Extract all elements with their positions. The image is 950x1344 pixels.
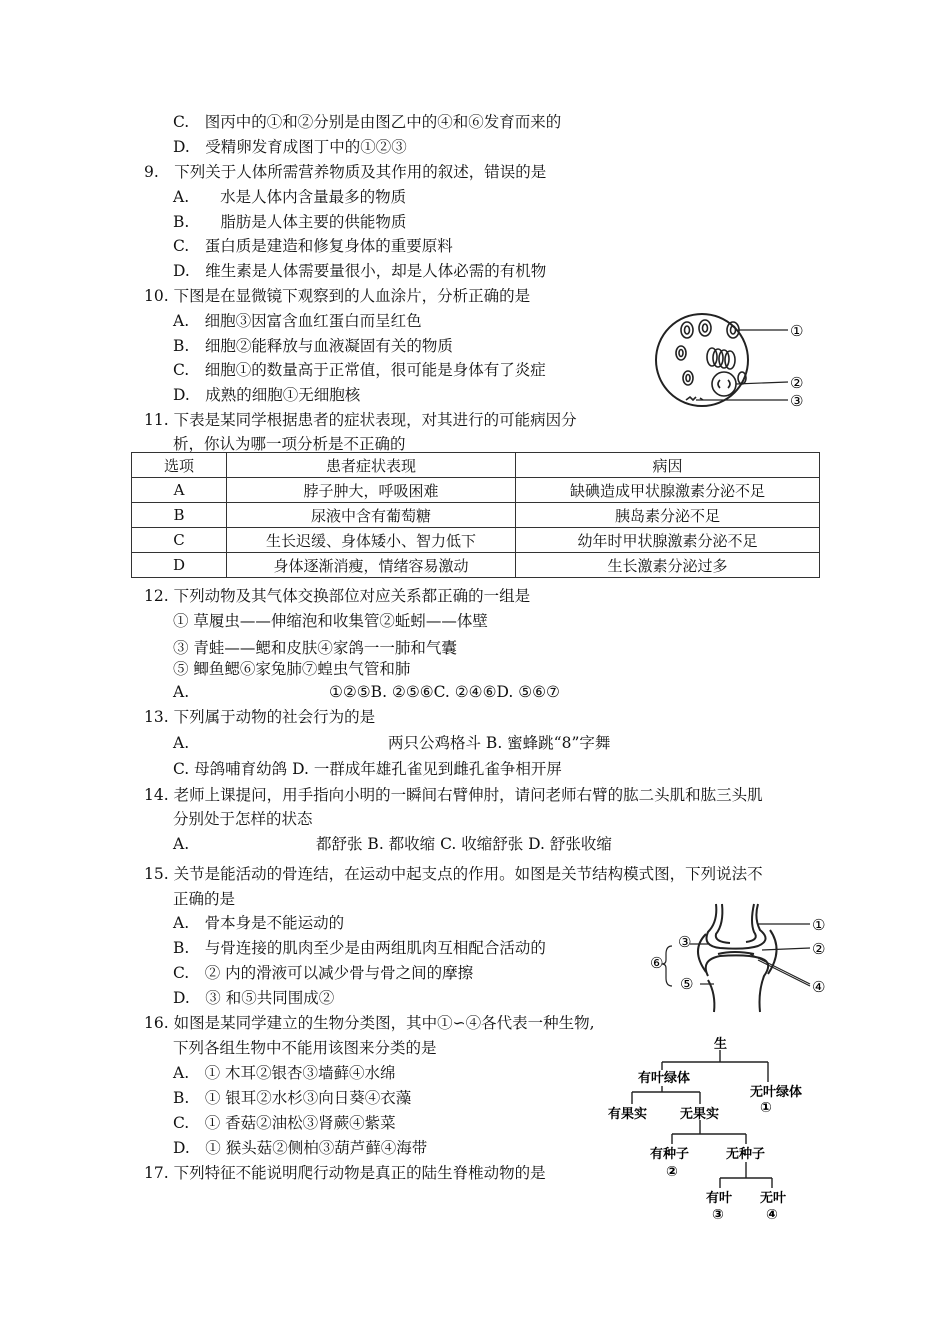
q13-option-label: A. [173,734,190,752]
q12-line-3: ⑤ 鲫鱼鳃⑥家兔肺⑦蝗虫气管和肺 [173,660,411,678]
label-1: ① [790,322,804,340]
q13-options: 两只公鸡格斗 B. 蜜蜂跳“8”字舞 [388,734,611,752]
table-cell: C [132,528,227,553]
table-cell: 生长激素分泌过多 [516,553,820,578]
table-cell: B [132,503,227,528]
q14-options: 都舒张 B. 都收缩 C. 收缩舒张 D. 舒张收缩 [316,835,612,853]
q15-option-a: A. 骨本身是不能运动的 [173,914,345,932]
table-row [132,503,820,528]
tree-node-without-seed: 无种子 [726,1147,766,1162]
question-9: 9. 下列关于人体所需营养物质及其作用的叙述，错误的是 [144,163,547,181]
q10-option-c: C. 细胞①的数量高于正常值，很可能是身体有了炎症 [173,361,546,379]
label-2: ② [812,940,826,958]
label-6: ⑥ [650,954,664,972]
tree-mark-2: ② [666,1164,678,1180]
question-15: 15. 关节是能活动的骨连结，在运动中起支点的作用。如图是关节结构模式图，下列说法不 [144,865,763,883]
table-cell: 幼年时甲状腺激素分泌不足 [516,528,820,553]
joint-structure-figure [650,900,830,1016]
q15-option-b: B. 与骨连接的肌肉至少是由两组肌肉互相配合活动的 [173,939,546,957]
q9-option-d: D. 维生素是人体需要量很小，却是人体必需的有机物 [173,262,547,280]
question-11: 11. 下表是某同学根据患者的症状表现，对其进行的可能病因分 [144,411,577,429]
tree-node-with-fruit: 有果实 [608,1107,648,1122]
q15-option-c: C. ② 内的滑液可以减少骨与骨之间的摩擦 [173,964,474,982]
table-row [132,478,820,503]
table-row [132,528,820,553]
tree-node-with-chlorophyll: 有叶绿体 [638,1071,691,1086]
q8-option-d: D. 受精卵发育成图丁中的①②③ [173,138,407,156]
question-13: 13. 下列属于动物的社会行为的是 [144,708,376,726]
table-cell: 尿液中含有葡萄糖 [227,503,516,528]
q12-options: ①②⑤B. ②⑤⑥C. ②④⑥D. ⑤⑥⑦ [329,683,560,701]
q9-option-a: A. 水是人体内含量最多的物质 [173,188,407,206]
tree-node-without-leaf: 无叶 [760,1191,787,1206]
classification-tree-figure [600,1036,830,1226]
label-2: ② [790,374,804,392]
table-cell: D [132,553,227,578]
q9-option-c: C. 蛋白质是建造和修复身体的重要原料 [173,237,453,255]
table-header-row [132,453,820,478]
question-11-cont: 析，你认为哪一项分析是不正确的 [173,435,406,453]
q10-option-d: D. 成熟的细胞①无细胞核 [173,386,361,404]
tree-mark-4: ④ [766,1207,778,1223]
label-5: ⑤ [680,975,694,993]
tree-root: 生 [714,1037,728,1052]
question-10: 10. 下图是在显微镜下观察到的人血涂片，分析正确的是 [144,287,531,305]
question-14-cont: 分别处于怎样的状态 [173,810,313,828]
q16-option-c: C. ① 香菇②油松③肾蕨④紫菜 [173,1114,396,1132]
q9-option-b: B. 脂肪是人体主要的供能物质 [173,213,407,231]
label-1: ① [812,916,826,934]
table-cell: 胰岛素分泌不足 [516,503,820,528]
blood-smear-figure [650,308,820,418]
table-cell: A [132,478,227,503]
table-cell: 缺碘造成甲状腺激素分泌不足 [516,478,820,503]
label-3: ③ [790,392,804,410]
tree-node-without-fruit: 无果实 [680,1107,720,1122]
q12-line-1: ① 草履虫——伸缩泡和收集管②蚯蚓——体壁 [173,612,488,630]
table-row [132,553,820,578]
q10-option-b: B. 细胞②能释放与血液凝固有关的物质 [173,337,453,355]
q12-line-2: ③ 青蛙——鳃和皮肤④家鸽一一肺和气囊 [173,639,457,657]
tree-node-with-seed: 有种子 [650,1147,690,1162]
question-15-cont: 正确的是 [173,890,236,908]
q8-option-c: C. 图丙中的①和②分别是由图乙中的④和⑥发育而来的 [173,113,562,131]
q16-option-d: D. ① 猴头菇②侧柏③葫芦藓④海带 [173,1139,428,1157]
q14-option-label: A. [173,835,190,853]
tree-node-with-leaf: 有叶 [706,1191,733,1206]
question-12: 12. 下列动物及其气体交换部位对应关系都正确的一组是 [144,587,531,605]
table-cell: 生长迟缓、身体矮小、智力低下 [227,528,516,553]
q12-option-label: A. [173,683,190,701]
table-header: 患者症状表现 [227,453,516,478]
table-header: 病因 [516,453,820,478]
q16-option-a: A. ① 木耳②银杏③墙藓④水绵 [173,1064,396,1082]
label-3: ③ [678,933,692,951]
tree-mark-1: ① [760,1100,772,1116]
q13-options-2: C. 母鸽哺育幼鸽 D. 一群成年雄孔雀见到雌孔雀争相开屏 [173,760,562,778]
q16-option-b: B. ① 银耳②水杉③向日葵④衣藻 [173,1089,412,1107]
question-17: 17. 下列特征不能说明爬行动物是真正的陆生脊椎动物的是 [144,1164,546,1182]
symptom-table [131,452,820,578]
label-4: ④ [812,978,826,996]
q10-option-a: A. 细胞③因富含血红蛋白而呈红色 [173,312,422,330]
question-16-cont: 下列各组生物中不能用该图来分类的是 [173,1039,437,1057]
table-cell: 身体逐渐消瘦，情绪容易激动 [227,553,516,578]
question-14: 14. 老师上课提问，用手指向小明的一瞬间右臂伸肘，请问老师右臂的肱二头肌和肱三头肌 [144,786,763,804]
question-16: 16. 如图是某同学建立的生物分类图，其中①∽④各代表一种生物, [144,1014,595,1032]
table-cell: 脖子肿大，呼吸困难 [227,478,516,503]
table-header: 选项 [132,453,227,478]
tree-node-without-chlorophyll: 无叶绿体 [750,1085,803,1100]
q15-option-d: D. ③ 和⑤共同围成② [173,989,335,1007]
tree-mark-3: ③ [712,1207,724,1223]
